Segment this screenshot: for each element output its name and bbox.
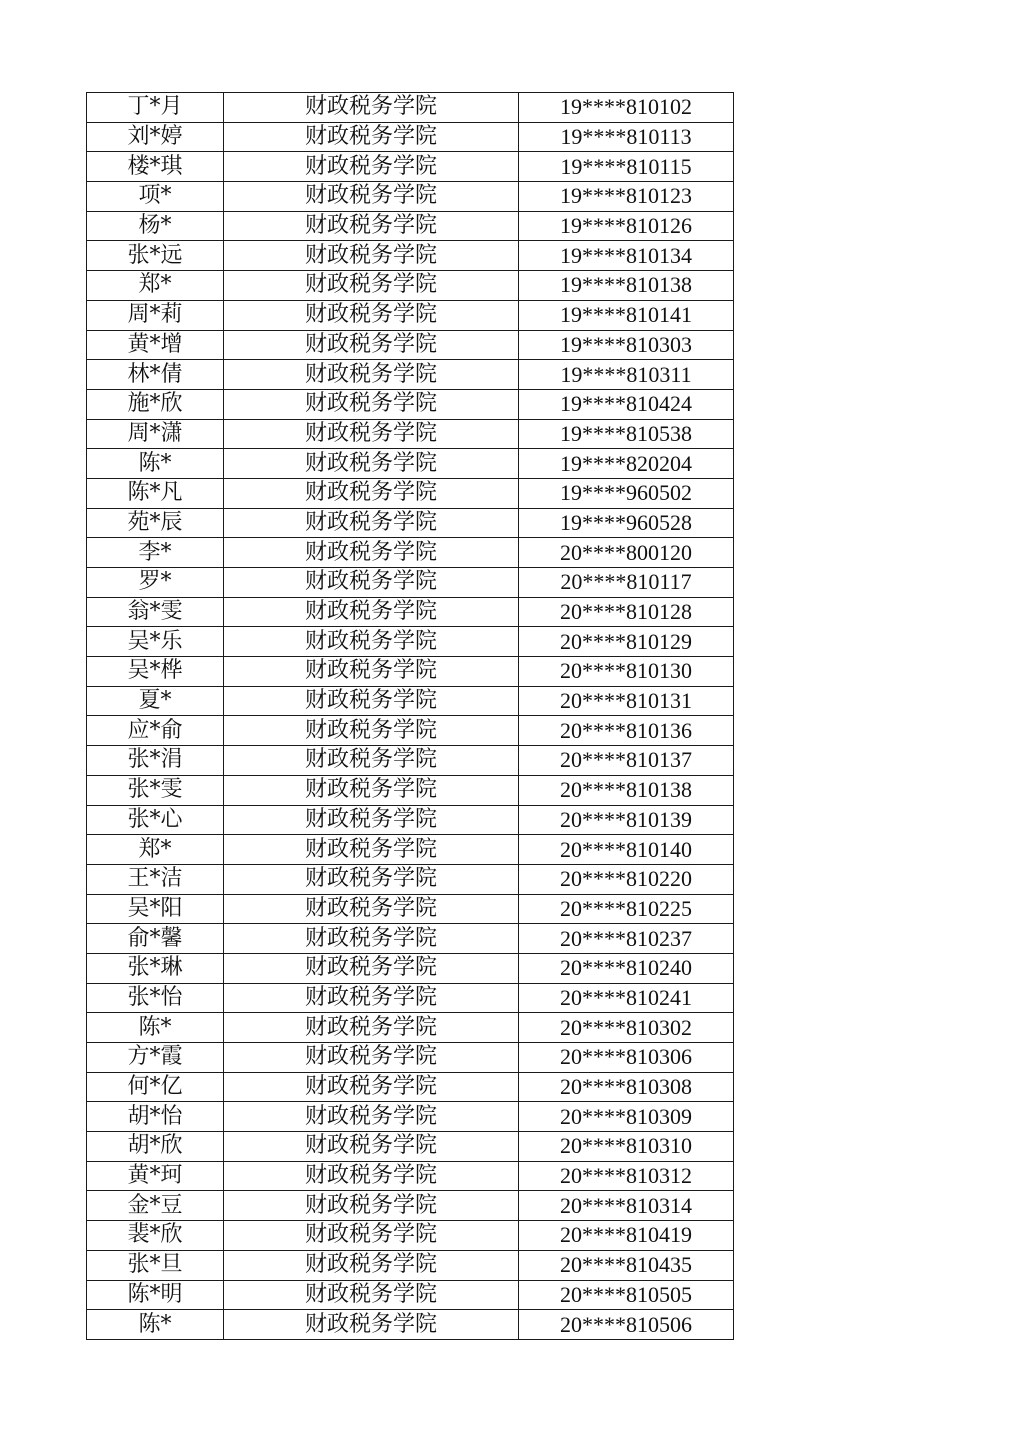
school-cell: 财政税务学院	[224, 182, 519, 212]
student-id-cell: 20****810306	[519, 1043, 734, 1073]
student-name-cell: 陈*凡	[87, 478, 224, 508]
table-row	[87, 1161, 734, 1191]
student-name-cell: 金*豆	[87, 1191, 224, 1221]
student-name-cell: 陈*	[87, 449, 224, 479]
school-cell: 财政税务学院	[224, 211, 519, 241]
table-row	[87, 983, 734, 1013]
student-name-cell: 陈*明	[87, 1280, 224, 1310]
student-id-cell: 19****810113	[519, 122, 734, 152]
table-row	[87, 419, 734, 449]
student-name-cell: 俞*馨	[87, 924, 224, 954]
student-name-cell: 楼*琪	[87, 152, 224, 182]
student-name-cell: 张*琳	[87, 953, 224, 983]
student-id-cell: 20****810506	[519, 1310, 734, 1340]
school-cell: 财政税务学院	[224, 657, 519, 687]
student-id-cell: 20****810220	[519, 864, 734, 894]
student-id-cell: 19****810141	[519, 300, 734, 330]
table-row	[87, 93, 734, 123]
table-row	[87, 894, 734, 924]
student-name-cell: 陈*	[87, 1310, 224, 1340]
school-cell: 财政税务学院	[224, 419, 519, 449]
table-row	[87, 953, 734, 983]
student-name-cell: 郑*	[87, 271, 224, 301]
student-id-cell: 19****810311	[519, 360, 734, 390]
school-cell: 财政税务学院	[224, 1132, 519, 1162]
school-cell: 财政税务学院	[224, 330, 519, 360]
table-row	[87, 152, 734, 182]
student-id-cell: 19****810134	[519, 241, 734, 271]
student-name-cell: 李*	[87, 538, 224, 568]
student-name-cell: 黄*增	[87, 330, 224, 360]
table-row	[87, 1043, 734, 1073]
student-name-cell: 胡*怡	[87, 1102, 224, 1132]
student-id-cell: 20****810308	[519, 1072, 734, 1102]
student-id-cell: 20****810131	[519, 686, 734, 716]
student-name-cell: 方*霞	[87, 1043, 224, 1073]
table-row	[87, 835, 734, 865]
student-name-cell: 吴*乐	[87, 627, 224, 657]
table-row	[87, 1013, 734, 1043]
student-id-cell: 19****810123	[519, 182, 734, 212]
student-id-cell: 20****810241	[519, 983, 734, 1013]
student-id-cell: 19****810538	[519, 419, 734, 449]
table-row	[87, 1221, 734, 1251]
student-id-cell: 19****810126	[519, 211, 734, 241]
student-name-cell: 项*	[87, 182, 224, 212]
table-row	[87, 508, 734, 538]
table-row	[87, 1132, 734, 1162]
school-cell: 财政税务学院	[224, 478, 519, 508]
school-cell: 财政税务学院	[224, 152, 519, 182]
student-id-cell: 20****810130	[519, 657, 734, 687]
student-name-cell: 吴*桦	[87, 657, 224, 687]
table-row	[87, 1280, 734, 1310]
student-name-cell: 刘*婷	[87, 122, 224, 152]
school-cell: 财政税务学院	[224, 775, 519, 805]
school-cell: 财政税务学院	[224, 568, 519, 598]
student-name-cell: 夏*	[87, 686, 224, 716]
table-row	[87, 360, 734, 390]
student-name-cell: 王*洁	[87, 864, 224, 894]
school-cell: 财政税务学院	[224, 597, 519, 627]
student-id-cell: 20****810314	[519, 1191, 734, 1221]
school-cell: 财政税务学院	[224, 1310, 519, 1340]
table-row	[87, 122, 734, 152]
table-row	[87, 775, 734, 805]
school-cell: 财政税务学院	[224, 805, 519, 835]
student-name-cell: 丁*月	[87, 93, 224, 123]
student-id-cell: 20****810138	[519, 775, 734, 805]
student-name-cell: 张*雯	[87, 775, 224, 805]
school-cell: 财政税务学院	[224, 746, 519, 776]
student-name-cell: 黄*珂	[87, 1161, 224, 1191]
student-id-cell: 19****810138	[519, 271, 734, 301]
table-row	[87, 1310, 734, 1340]
table-row	[87, 597, 734, 627]
school-cell: 财政税务学院	[224, 953, 519, 983]
student-id-cell: 20****810225	[519, 894, 734, 924]
student-name-cell: 何*亿	[87, 1072, 224, 1102]
school-cell: 财政税务学院	[224, 1250, 519, 1280]
student-name-cell: 张*怡	[87, 983, 224, 1013]
table-row	[87, 478, 734, 508]
table-row	[87, 330, 734, 360]
table-row	[87, 686, 734, 716]
school-cell: 财政税务学院	[224, 983, 519, 1013]
student-name-cell: 郑*	[87, 835, 224, 865]
student-id-cell: 19****960528	[519, 508, 734, 538]
school-cell: 财政税务学院	[224, 122, 519, 152]
table-row	[87, 746, 734, 776]
school-cell: 财政税务学院	[224, 627, 519, 657]
school-cell: 财政税务学院	[224, 1280, 519, 1310]
table-row	[87, 805, 734, 835]
student-id-cell: 19****820204	[519, 449, 734, 479]
table-row	[87, 211, 734, 241]
table-row	[87, 449, 734, 479]
school-cell: 财政税务学院	[224, 389, 519, 419]
student-id-cell: 20****810505	[519, 1280, 734, 1310]
school-cell: 财政税务学院	[224, 300, 519, 330]
school-cell: 财政税务学院	[224, 716, 519, 746]
student-id-cell: 19****810303	[519, 330, 734, 360]
table-row	[87, 627, 734, 657]
student-id-cell: 20****810136	[519, 716, 734, 746]
student-id-cell: 19****960502	[519, 478, 734, 508]
school-cell: 财政税务学院	[224, 538, 519, 568]
table-row	[87, 271, 734, 301]
student-id-cell: 20****810129	[519, 627, 734, 657]
school-cell: 财政税务学院	[224, 93, 519, 123]
school-cell: 财政税务学院	[224, 864, 519, 894]
school-cell: 财政税务学院	[224, 449, 519, 479]
student-name-cell: 周*潇	[87, 419, 224, 449]
table-row	[87, 924, 734, 954]
student-name-cell: 杨*	[87, 211, 224, 241]
table-row	[87, 1072, 734, 1102]
school-cell: 财政税务学院	[224, 1161, 519, 1191]
table-row	[87, 716, 734, 746]
school-cell: 财政税务学院	[224, 686, 519, 716]
table-row	[87, 182, 734, 212]
school-cell: 财政税务学院	[224, 1191, 519, 1221]
student-id-cell: 20****810139	[519, 805, 734, 835]
school-cell: 财政税务学院	[224, 924, 519, 954]
student-id-cell: 20****810237	[519, 924, 734, 954]
student-id-cell: 20****810140	[519, 835, 734, 865]
school-cell: 财政税务学院	[224, 271, 519, 301]
student-id-cell: 20****810435	[519, 1250, 734, 1280]
school-cell: 财政税务学院	[224, 1043, 519, 1073]
table-row	[87, 1102, 734, 1132]
student-list-table	[86, 92, 734, 1340]
school-cell: 财政税务学院	[224, 835, 519, 865]
student-id-cell: 20****810117	[519, 568, 734, 598]
student-id-cell: 20****810128	[519, 597, 734, 627]
table-row	[87, 657, 734, 687]
student-id-cell: 20****810310	[519, 1132, 734, 1162]
table-row	[87, 1191, 734, 1221]
student-name-cell: 张*远	[87, 241, 224, 271]
student-name-cell: 翁*雯	[87, 597, 224, 627]
school-cell: 财政税务学院	[224, 360, 519, 390]
student-id-cell: 20****810302	[519, 1013, 734, 1043]
student-name-cell: 张*旦	[87, 1250, 224, 1280]
table-row	[87, 389, 734, 419]
table-row	[87, 1250, 734, 1280]
student-name-cell: 张*涓	[87, 746, 224, 776]
table-body	[87, 93, 734, 1340]
student-id-cell: 19****810424	[519, 389, 734, 419]
student-name-cell: 周*莉	[87, 300, 224, 330]
student-name-cell: 罗*	[87, 568, 224, 598]
student-name-cell: 张*心	[87, 805, 224, 835]
school-cell: 财政税务学院	[224, 1102, 519, 1132]
table-row	[87, 538, 734, 568]
table-row	[87, 241, 734, 271]
student-id-cell: 20****800120	[519, 538, 734, 568]
student-name-cell: 苑*辰	[87, 508, 224, 538]
table-row	[87, 568, 734, 598]
table-row	[87, 864, 734, 894]
student-name-cell: 施*欣	[87, 389, 224, 419]
school-cell: 财政税务学院	[224, 1072, 519, 1102]
student-id-cell: 20****810312	[519, 1161, 734, 1191]
student-name-cell: 林*倩	[87, 360, 224, 390]
student-id-cell: 20****810419	[519, 1221, 734, 1251]
student-id-cell: 20****810137	[519, 746, 734, 776]
student-name-cell: 应*俞	[87, 716, 224, 746]
school-cell: 财政税务学院	[224, 894, 519, 924]
student-name-cell: 胡*欣	[87, 1132, 224, 1162]
student-name-cell: 陈*	[87, 1013, 224, 1043]
school-cell: 财政税务学院	[224, 1221, 519, 1251]
student-id-cell: 20****810309	[519, 1102, 734, 1132]
school-cell: 财政税务学院	[224, 241, 519, 271]
student-id-cell: 20****810240	[519, 953, 734, 983]
student-id-cell: 19****810102	[519, 93, 734, 123]
school-cell: 财政税务学院	[224, 1013, 519, 1043]
school-cell: 财政税务学院	[224, 508, 519, 538]
student-id-cell: 19****810115	[519, 152, 734, 182]
table-row	[87, 300, 734, 330]
student-name-cell: 吴*阳	[87, 894, 224, 924]
student-name-cell: 裴*欣	[87, 1221, 224, 1251]
